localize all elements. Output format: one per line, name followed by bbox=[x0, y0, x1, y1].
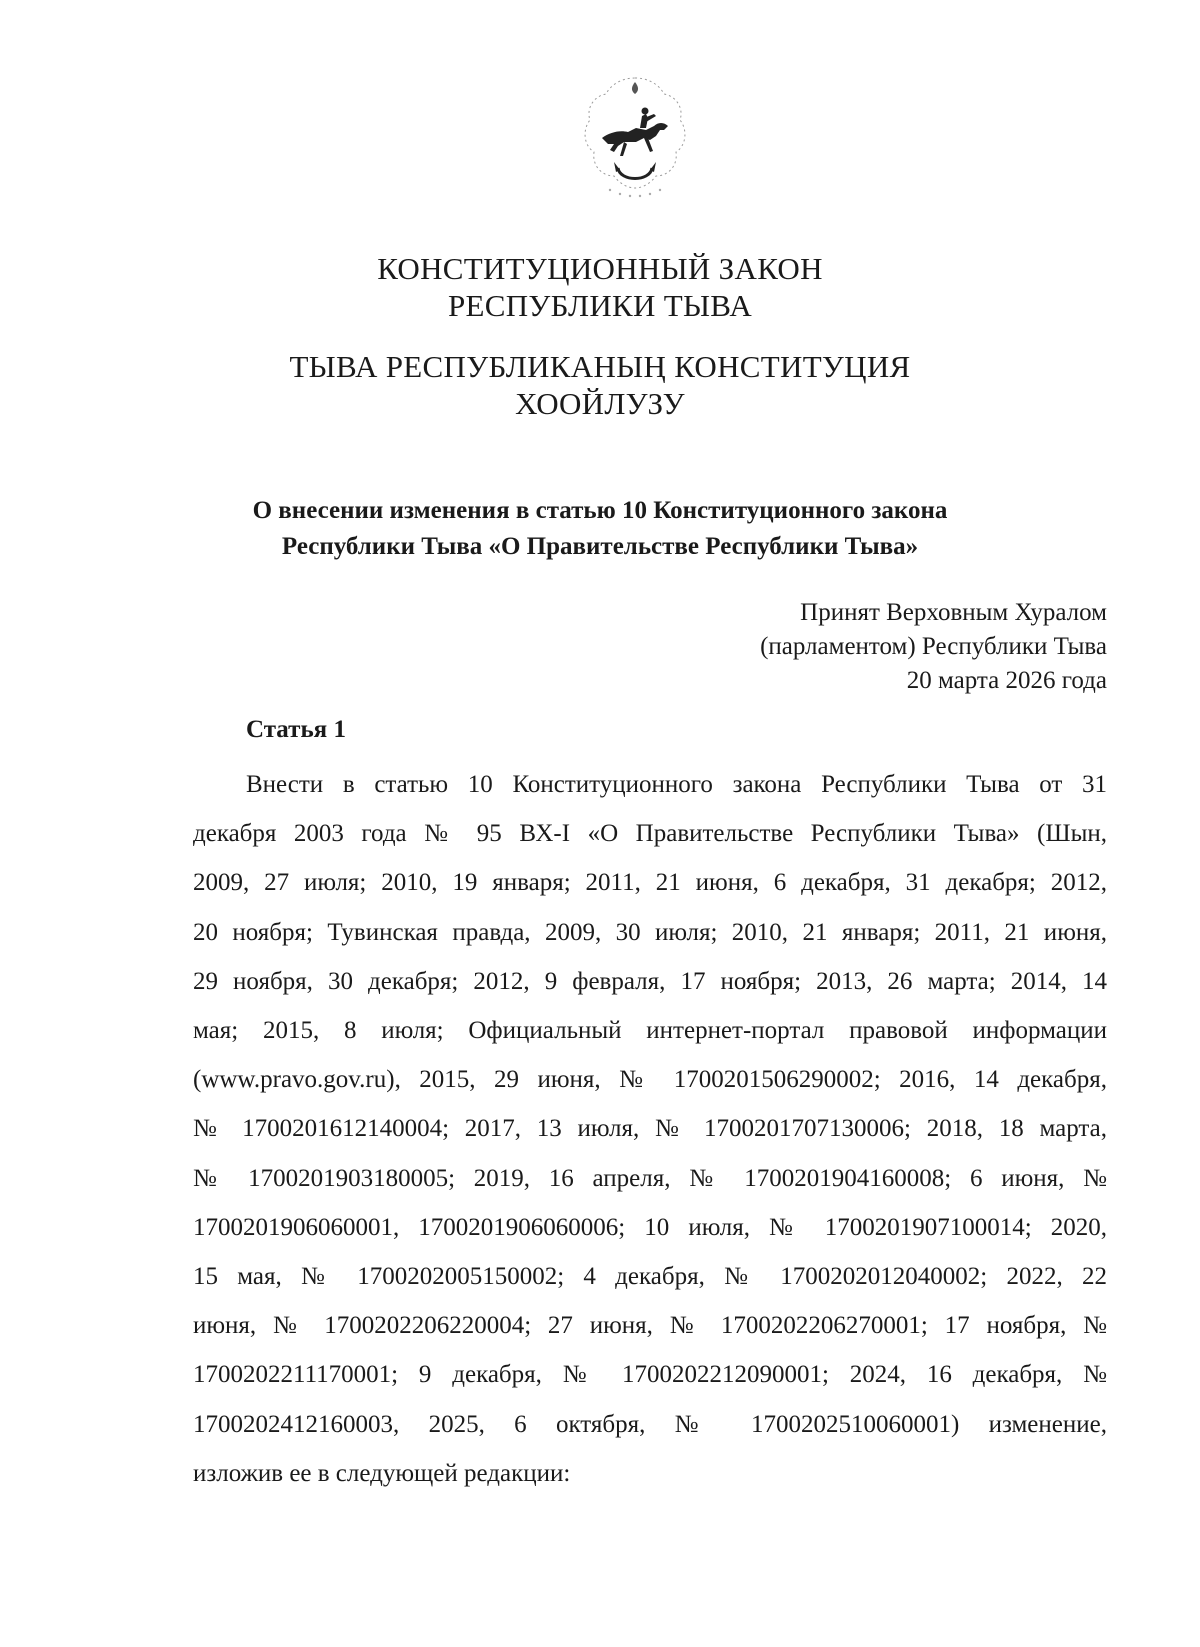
article-line: 15 мая, № 1700202005150002; 4 декабря, № 1700202012040002; 2022, 22 bbox=[193, 1263, 1107, 1291]
adoption-note-line1: Принят Верховным Хуралом bbox=[800, 599, 1107, 626]
article-body bbox=[193, 760, 1107, 1498]
law-subject-title bbox=[0, 493, 1200, 565]
law-type-title bbox=[0, 250, 1200, 324]
article-line: № 1700201612140004; 2017, 13 июля, № 1700201707130006; 2018, 18 марта, bbox=[193, 1115, 1107, 1143]
article-line: 2009, 27 июля; 2010, 19 января; 2011, 21 июня, 6 декабря, 31 декабря; 2012, bbox=[193, 869, 1107, 897]
article-line: изложив ее в следующей редакции: bbox=[193, 1459, 571, 1487]
article-line: Внести в статью 10 Конституционного закона Республики Тыва от 31 bbox=[246, 771, 1107, 798]
article-line: мая; 2015, 8 июля; Официальный интернет-портал правовой информации bbox=[193, 1017, 1107, 1045]
law-subject-line1: О внесении изменения в статью 10 Конституционного закона bbox=[252, 497, 948, 524]
article-line: 20 ноября; Тувинская правда, 2009, 30 июля; 2010, 21 января; 2011, 21 июня, bbox=[193, 918, 1107, 946]
article-line: (www.pravo.gov.ru), 2015, 29 июня, № 1700201506290002; 2016, 14 декабря, bbox=[193, 1066, 1107, 1094]
article-line: 1700202211170001; 9 декабря, № 1700202212090001; 2024, 16 декабря, № bbox=[193, 1361, 1107, 1389]
law-type-title-tuvan-line1: ТЫВА РЕСПУБЛИКАНЫҢ КОНСТИТУЦИЯ bbox=[289, 349, 911, 384]
adoption-date: 20 марта 2026 года bbox=[906, 667, 1107, 694]
law-type-title-line2: РЕСПУБЛИКИ ТЫВА bbox=[447, 288, 753, 323]
article-heading: Статья 1 bbox=[246, 716, 346, 743]
adoption-note-line2: (парламентом) Республики Тыва bbox=[760, 633, 1107, 660]
law-type-title-tuvan-line2: ХООЙЛУЗУ bbox=[515, 386, 685, 421]
article-line: июня, № 1700202206220004; 27 июня, № 1700202206270001; 17 ноября, № bbox=[193, 1312, 1107, 1340]
article-line: 1700201906060001, 1700201906060006; 10 июля, № 1700201907100014; 2020, bbox=[193, 1213, 1107, 1241]
tuva-emblem-icon bbox=[580, 72, 690, 222]
article-line: 1700202412160003, 2025, 6 октября, № 1700202510060001) изменение, bbox=[193, 1410, 1107, 1438]
law-type-title-tuvan bbox=[0, 348, 1200, 422]
article-line: декабря 2003 года № 95 ВХ-I «О Правительстве Республики Тыва» (Шын, bbox=[193, 820, 1107, 848]
law-type-title-line1: КОНСТИТУЦИОННЫЙ ЗАКОН bbox=[377, 251, 823, 286]
article-line: № 1700201903180005; 2019, 16 апреля, № 1700201904160008; 6 июня, № bbox=[193, 1164, 1107, 1192]
law-subject-line2: Республики Тыва «О Правительстве Республики Тыва» bbox=[281, 533, 919, 560]
article-line: 29 ноября, 30 декабря; 2012, 9 февраля, 17 ноября; 2013, 26 марта; 2014, 14 bbox=[193, 967, 1107, 995]
adoption-note bbox=[760, 596, 1107, 698]
